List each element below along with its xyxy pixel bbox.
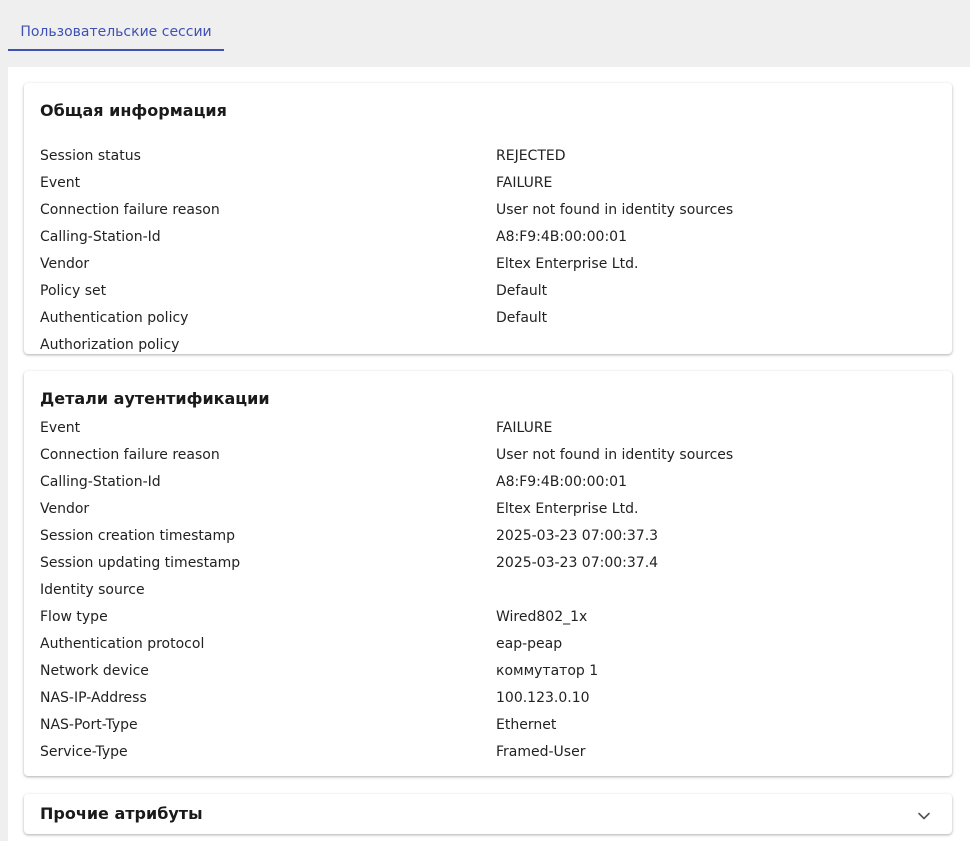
auth-row-nas-port-type	[40, 712, 936, 739]
row-label: Vendor	[40, 256, 90, 272]
row-label: Connection failure reason	[40, 447, 220, 463]
row-value: Default	[496, 283, 548, 299]
row-label: Authorization policy	[40, 337, 180, 353]
row-label: Flow type	[40, 609, 108, 625]
info-row-connection-failure-reason	[40, 197, 936, 224]
row-label: Identity source	[40, 582, 145, 598]
auth-row-vendor	[40, 496, 936, 523]
row-label: Network device	[40, 663, 149, 679]
auth-row-authentication-protocol	[40, 631, 936, 658]
row-value: A8:F9:4B:00:00:01	[496, 474, 627, 490]
other-attributes-panel[interactable]	[24, 794, 952, 834]
row-value: eap-peap	[496, 636, 563, 652]
info-row-session-status	[40, 143, 936, 170]
row-label: Event	[40, 420, 81, 436]
row-value: FAILURE	[496, 420, 553, 436]
row-value: A8:F9:4B:00:00:01	[496, 229, 627, 245]
auth-row-session-updating-timestamp	[40, 550, 936, 577]
auth-row-calling-station-id	[40, 469, 936, 496]
row-value: Framed-User	[496, 744, 586, 760]
row-value: 2025-03-23 07:00:37.4	[496, 555, 659, 571]
row-label: Session creation timestamp	[40, 528, 235, 544]
row-value: 100.123.0.10	[496, 690, 590, 706]
row-label: Service-Type	[40, 744, 128, 760]
row-value: FAILURE	[496, 175, 553, 191]
row-label: Policy set	[40, 283, 107, 299]
row-value: User not found in identity sources	[496, 202, 734, 218]
row-label: Connection failure reason	[40, 202, 220, 218]
row-label: Authentication protocol	[40, 636, 205, 652]
row-value: Default	[496, 310, 548, 326]
row-label: Session updating timestamp	[40, 555, 241, 571]
auth-row-session-creation-timestamp	[40, 523, 936, 550]
auth-row-network-device	[40, 658, 936, 685]
row-label: Calling-Station-Id	[40, 229, 161, 245]
row-label: Vendor	[40, 501, 90, 517]
general-info-card	[24, 83, 952, 354]
info-row-event	[40, 170, 936, 197]
row-value: коммутатор 1	[496, 663, 599, 679]
tab-user-sessions[interactable]: Пользовательские сессии	[8, 18, 224, 51]
card-title-auth-details: Детали аутентификации	[40, 389, 270, 408]
row-value: User not found in identity sources	[496, 447, 734, 463]
auth-row-service-type	[40, 739, 936, 766]
row-value: REJECTED	[496, 148, 566, 164]
row-value: Ethernet	[496, 717, 557, 733]
auth-details-card	[24, 371, 952, 776]
info-row-authorization-policy	[40, 332, 936, 354]
row-label: Calling-Station-Id	[40, 474, 161, 490]
row-label: Event	[40, 175, 81, 191]
row-label: Authentication policy	[40, 310, 189, 326]
row-value: Eltex Enterprise Ltd.	[496, 501, 639, 517]
row-value: Wired802_1x	[496, 609, 588, 625]
auth-row-flow-type	[40, 604, 936, 631]
info-row-authentication-policy	[40, 305, 936, 332]
row-value: 2025-03-23 07:00:37.3	[496, 528, 659, 544]
auth-row-nas-ip-address	[40, 685, 936, 712]
chevron-down-icon[interactable]	[916, 808, 932, 824]
auth-row-identity-source	[40, 577, 936, 604]
card-title-other-attributes: Прочие атрибуты	[40, 804, 203, 823]
info-row-policy-set	[40, 278, 936, 305]
tab-bar	[0, 0, 970, 67]
card-title-general-info: Общая информация	[40, 101, 227, 120]
info-row-vendor	[40, 251, 936, 278]
auth-row-connection-failure-reason	[40, 442, 936, 469]
main-content	[8, 67, 970, 841]
row-value: Eltex Enterprise Ltd.	[496, 256, 639, 272]
row-label: NAS-Port-Type	[40, 717, 138, 733]
row-label: NAS-IP-Address	[40, 690, 147, 706]
info-row-calling-station-id	[40, 224, 936, 251]
auth-row-event	[40, 415, 936, 442]
row-label: Session status	[40, 148, 141, 164]
